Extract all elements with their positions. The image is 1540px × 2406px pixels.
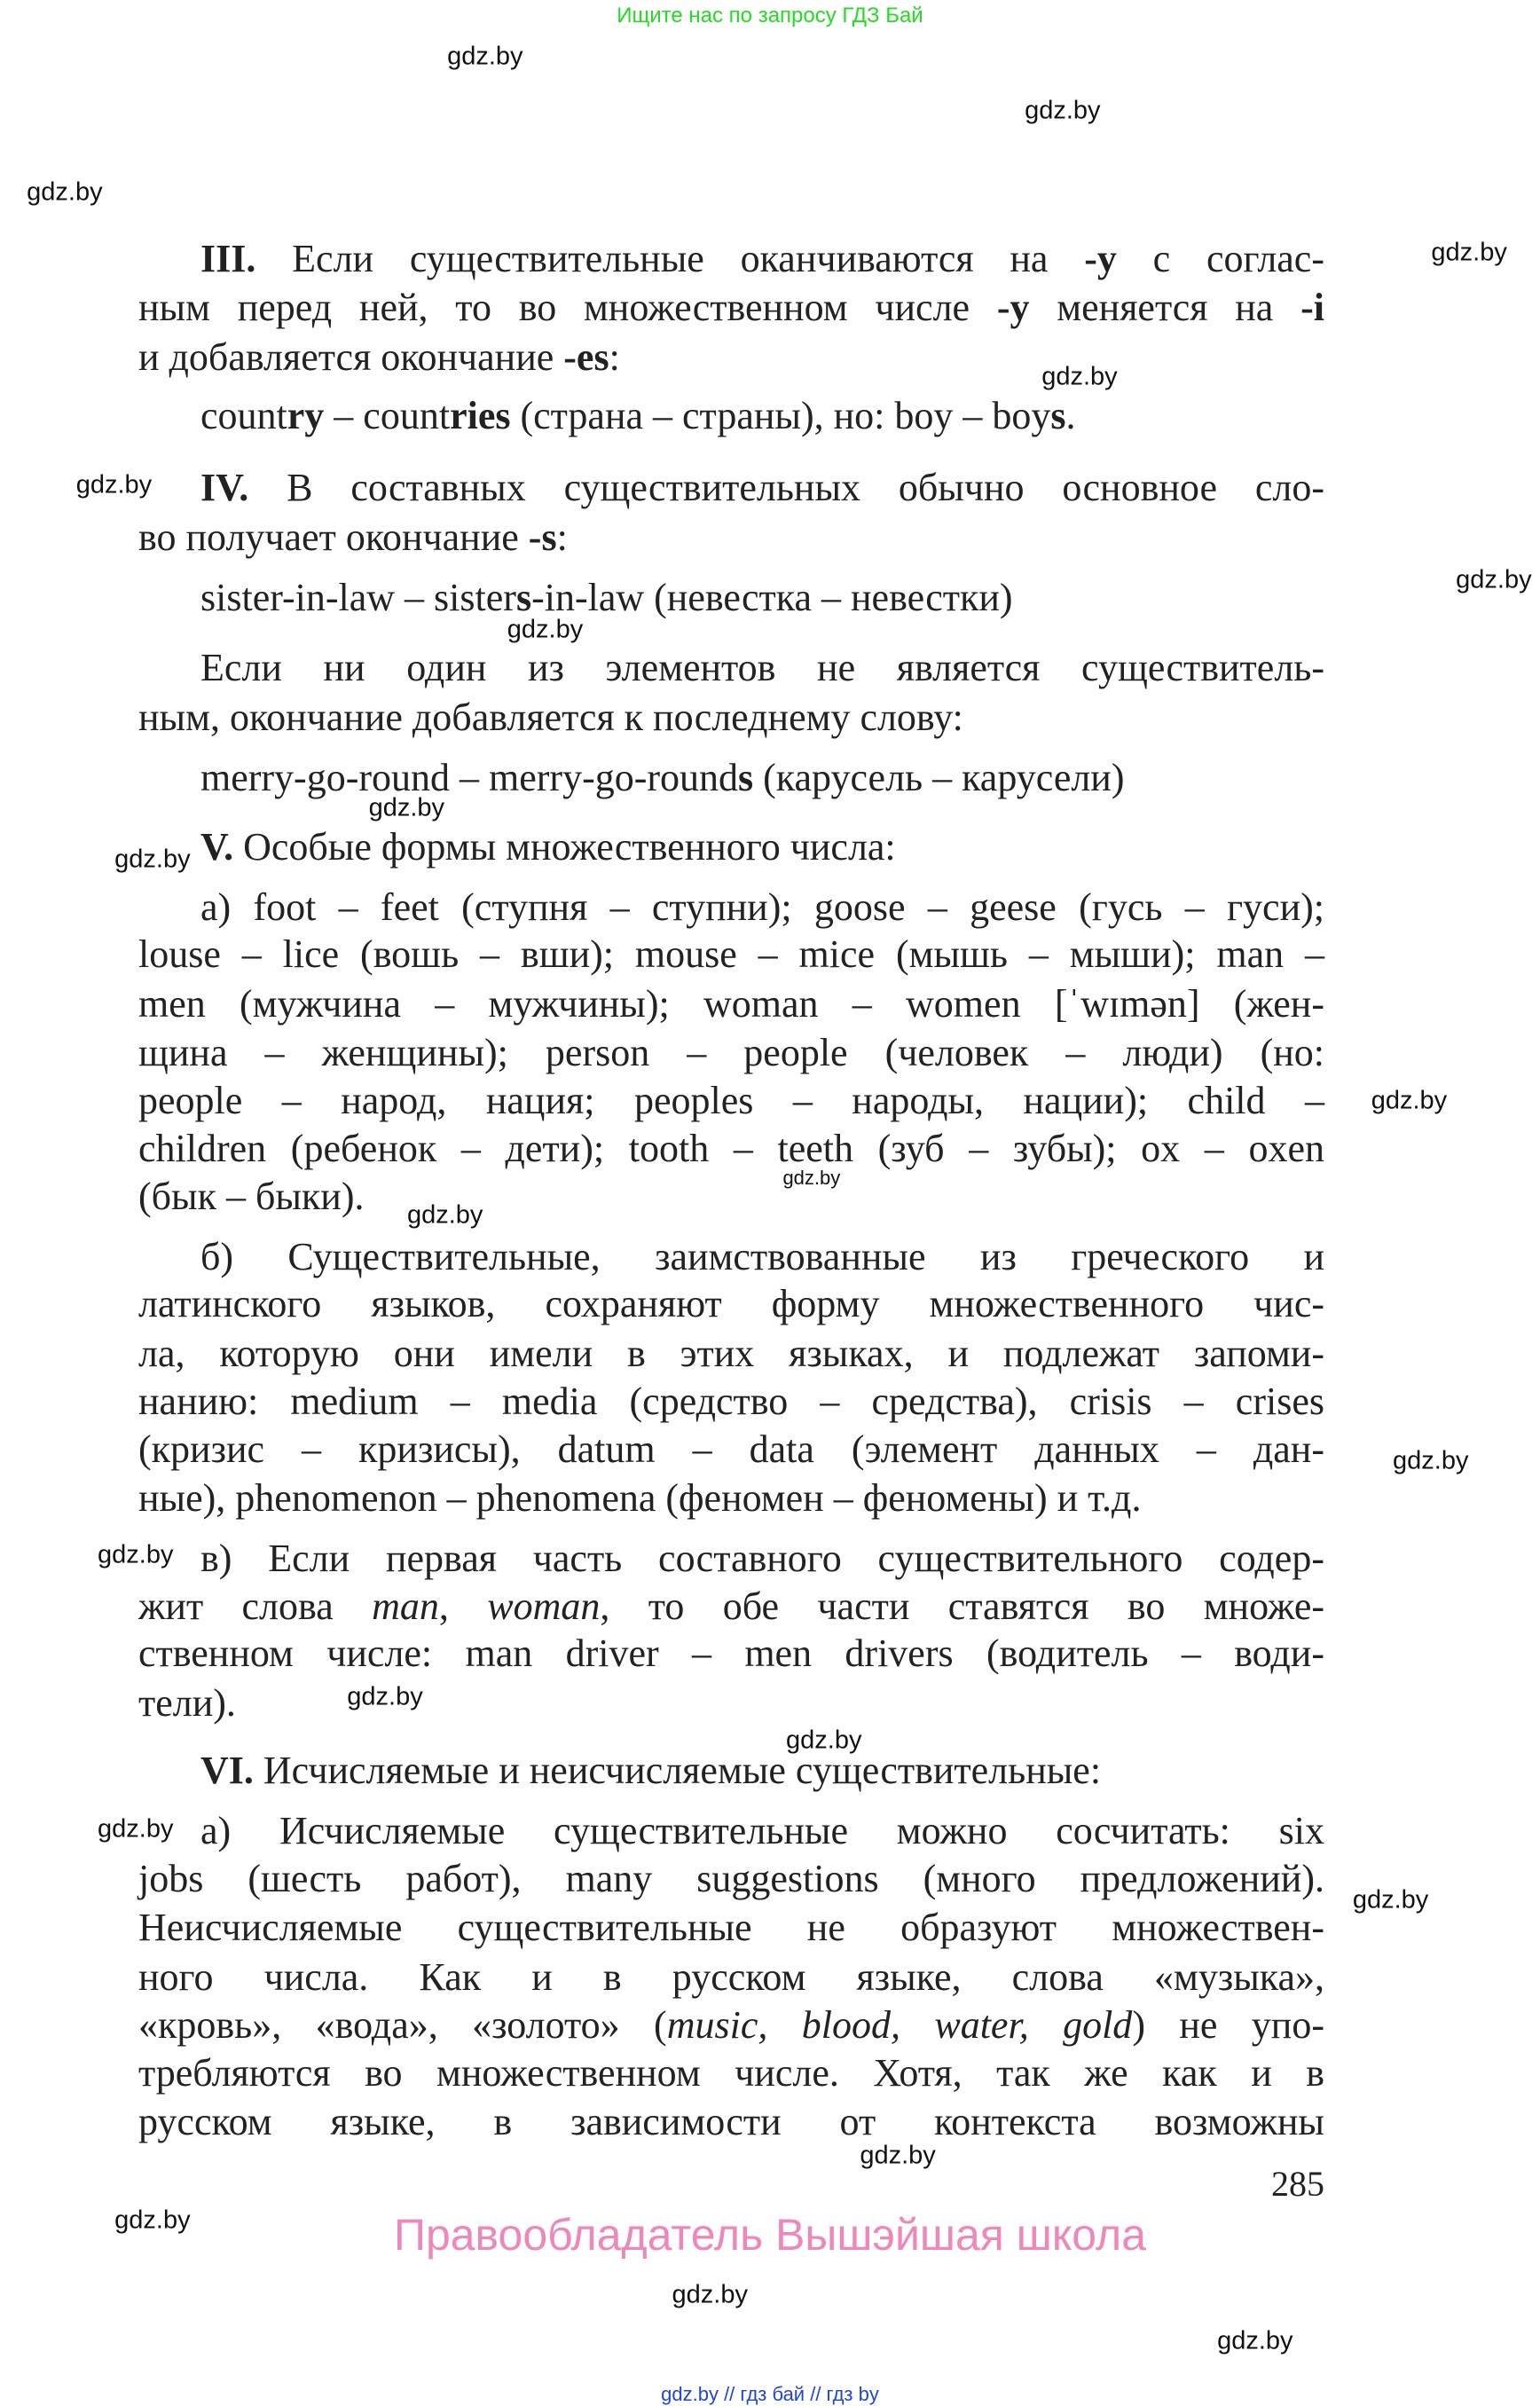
text-line [138, 1425, 1324, 1474]
text-line [200, 883, 1324, 932]
text-segment: русском языке, в зависимости от контекста возможны [138, 2100, 1324, 2144]
gdz-watermark: gdz.by [114, 845, 191, 874]
text-segment: (страна – страны), но: boy – boy [510, 393, 1051, 437]
text-segment: people – народ, нация; peoples – народы, нации); child – [138, 1079, 1324, 1123]
top-banner[interactable]: Ищите нас по запросу ГДЗ Бай [617, 4, 923, 28]
gdz-watermark: gdz.by [75, 470, 153, 499]
text-segment: меняется на [1029, 286, 1301, 330]
gdz-watermark: gdz.by [1352, 1885, 1429, 1915]
text-line [138, 1679, 1324, 1728]
text-segment: ла, которую они имели в этих языках, и подлежат запоми- [138, 1331, 1324, 1375]
text-segment: в) Если первая часть составного существительного содер- [200, 1536, 1324, 1580]
gdz-watermark: gdz.by [406, 1200, 483, 1230]
text-segment: во получает окончание [138, 515, 529, 559]
text-segment: Неисчисляемые существительные не образуют множествен- [138, 1906, 1324, 1950]
italic-text: woman [487, 1584, 601, 1628]
text-segment: и добавляется окончание [138, 334, 564, 379]
text-segment: (карусель – карусели) [753, 755, 1125, 799]
text-segment: , то обе части ставятся во множе- [600, 1584, 1325, 1628]
text-line [200, 1534, 1324, 1584]
text-segment: ным перед ней, то во множественном числе [138, 286, 997, 330]
text-segment: merry-go-round – merry-go-round [200, 755, 739, 799]
text-segment: – count [324, 393, 451, 437]
italic-text: music, blood, water, gold [666, 2002, 1133, 2047]
bold-text: -y [1084, 236, 1117, 280]
italic-text: man [372, 1584, 439, 1628]
text-line [138, 513, 1324, 562]
text-line [138, 283, 1324, 333]
text-segment: ные), phenomenon – phenomena (феномен – феномены) и т.д. [138, 1476, 1142, 1521]
text-line [200, 1806, 1324, 1856]
gdz-watermark: gdz.by [672, 2280, 749, 2309]
gdz-watermark: gdz.by [782, 1167, 841, 1190]
text-line [138, 693, 1324, 743]
text-segment: щина – женщины); person – people (человек – люди) (но: [138, 1031, 1324, 1075]
text-segment: В составных существительных обычно основное сло- [248, 466, 1324, 510]
bold-text: s [515, 575, 532, 619]
bold-text: VI. [200, 1749, 254, 1793]
text-line [138, 930, 1324, 979]
gdz-watermark: gdz.by [1393, 1446, 1469, 1475]
text-line [138, 1124, 1324, 1174]
text-segment: , [438, 1584, 488, 1628]
text-line [138, 1329, 1324, 1379]
text-segment: жит слова [138, 1584, 373, 1628]
bold-text: -s [528, 515, 557, 559]
text-segment: Если ни один из элементов не является существитель- [200, 646, 1324, 690]
gdz-watermark: gdz.by [1431, 238, 1507, 267]
gdz-watermark: gdz.by [447, 42, 523, 71]
text-segment: men (мужчина – мужчины); woman – women [ˈwɪmən] (жен- [138, 981, 1324, 1026]
text-segment: нанию: medium – media (средство – средства), crisis – crises [138, 1379, 1324, 1423]
text-line [200, 1232, 1324, 1282]
bold-text: s [738, 755, 754, 799]
text-segment: ственном числе: man driver – men drivers (водитель – води- [138, 1632, 1324, 1676]
text-segment: Если существительные оканчиваются на [255, 236, 1085, 280]
text-line [200, 573, 1324, 623]
text-segment: children (ребенок – дети); tooth – teeth (зуб – зубы); ox – oxen [138, 1127, 1324, 1171]
text-line [138, 2001, 1324, 2050]
bold-text: IV. [200, 466, 249, 510]
bold-text: V. [200, 824, 234, 869]
text-line [200, 822, 1387, 872]
text-segment: count [200, 393, 287, 437]
text-line [200, 643, 1324, 693]
gdz-watermark: gdz.by [1217, 2326, 1293, 2355]
text-line [138, 2048, 1324, 2098]
text-segment: «кровь», «вода», «золото» ( [138, 2002, 667, 2047]
text-line [138, 1377, 1324, 1427]
text-line [138, 1582, 1324, 1632]
gdz-watermark: gdz.by [507, 615, 584, 644]
text-segment: louse – lice (вошь – вши); mouse – mice (мышь – мыши); man – [138, 932, 1324, 977]
text-line [138, 1629, 1324, 1679]
gdz-watermark: gdz.by [1025, 96, 1101, 125]
text-segment: а) Исчисляемые существительные можно сосчитать: six [200, 1809, 1324, 1853]
text-line [200, 234, 1324, 284]
gdz-watermark: gdz.by [1371, 1086, 1448, 1115]
text-line [138, 1953, 1324, 2002]
text-segment: б) Существительные, заимствованные из греческого и [200, 1234, 1324, 1278]
bold-text: s [1050, 393, 1066, 437]
text-line [138, 1028, 1324, 1078]
text-line [138, 1854, 1324, 1904]
gdz-watermark: gdz.by [27, 177, 103, 207]
bold-text: ry [287, 393, 325, 437]
text-line [138, 1474, 1324, 1523]
text-segment: с соглас- [1116, 236, 1324, 280]
bold-text: -es [563, 334, 609, 379]
text-segment: sister-in-law – sister [200, 575, 516, 619]
text-segment: ) не упо- [1132, 2002, 1325, 2047]
bold-text: ries [450, 393, 511, 437]
text-segment: : [556, 515, 568, 559]
gdz-watermark: gdz.by [860, 2141, 936, 2170]
text-line [138, 1076, 1324, 1126]
text-line [200, 463, 1324, 513]
text-line [200, 391, 1324, 441]
text-segment: ного числа. Как и в русском языке, слова «музыка», [138, 1955, 1324, 2000]
text-segment: (бык – быки). [138, 1174, 365, 1218]
text-line [138, 1903, 1324, 1953]
gdz-watermark: gdz.by [786, 1726, 862, 1755]
text-segment: : [609, 334, 620, 379]
gdz-watermark: gdz.by [368, 793, 445, 822]
text-segment: ным, окончание добавляется к последнему слову: [138, 695, 963, 739]
text-segment: -in-law (невестка – невестки) [531, 575, 1013, 619]
text-segment: тели). [138, 1681, 236, 1726]
bold-text: -i [1300, 286, 1324, 330]
text-line [200, 1746, 1324, 1796]
footer-links[interactable]: gdz.by // гдз бай // гдз by [661, 2383, 879, 2405]
text-segment: (кризис – кризисы), datum – data (элемент данных – дан- [138, 1427, 1324, 1471]
text-segment: требляются во множественном числе. Хотя, так же как и в [138, 2050, 1324, 2095]
rights-holder-watermark: Правообладатель Вышэйшая школа [394, 2210, 1146, 2260]
text-line [138, 1279, 1324, 1329]
gdz-watermark: gdz.by [114, 2206, 191, 2235]
gdz-watermark: gdz.by [98, 1540, 174, 1569]
text-line [138, 979, 1324, 1029]
text-segment: Исчисляемые и неисчисляемые существительные: [253, 1749, 1102, 1793]
gdz-watermark: gdz.by [1041, 362, 1118, 391]
bold-text: III. [200, 236, 256, 280]
gdz-watermark: gdz.by [98, 1814, 174, 1844]
text-segment: латинского языков, сохраняют форму множественного чис- [138, 1282, 1324, 1326]
text-segment: Особые формы множественного числа: [233, 824, 896, 869]
page-number: 285 [1271, 2164, 1324, 2204]
text-segment: а) foot – feet (ступня – ступни); goose – geese (гусь – гуси); [200, 885, 1324, 929]
text-line [138, 2097, 1324, 2147]
gdz-watermark: gdz.by [1456, 565, 1532, 594]
text-segment: jobs (шесть работ), many suggestions (много предложений). [138, 1856, 1324, 1900]
text-line [138, 1172, 1324, 1222]
bold-text: -y [996, 286, 1030, 330]
text-segment: . [1065, 393, 1076, 437]
gdz-watermark: gdz.by [347, 1682, 423, 1711]
text-line [138, 333, 1324, 382]
